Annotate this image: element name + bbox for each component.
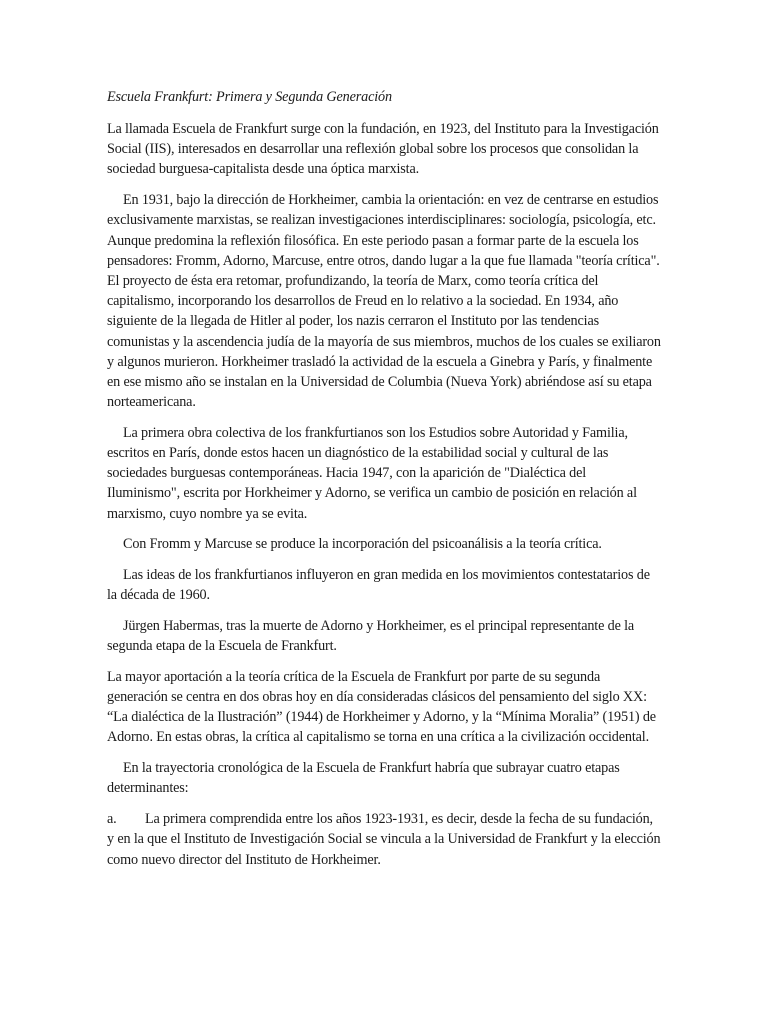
list-marker-a: a. <box>107 811 117 828</box>
paragraph-1931: En 1931, bajo la dirección de Horkheimer, cambia la orientación: en vez de centrarse en estudios exclusivamente marxistas, se realizan investigaciones interdisciplinares: sociología, psicología, etc. Aunque predomina la reflexión filosófica. En este periodo pasan a formar parte de la escuela los pensadores: Fromm, Adorno, Marcuse, entre otros, dando lugar a la que fue llamada "teoría crítica". El proyecto de ésta era retomar, profundizando, la teoría de Marx, como teoría crítica del capitalismo, incorporando los desarrollos de Freud en lo relativo a la sociedad. En 1934, año siguiente de la llegada de Hitler al poder, los nazis cerraron el Instituto por las tendencias comunistas y la ascendencia judía de la mayoría de sus miembros, muchos de los cuales se exiliaron y algunos murieron. Horkheimer trasladó la actividad de la escuela a Ginebra y París, y finalmente en ese mismo año se instalan en la Universidad de Columbia (Nueva York) abriéndose así su etapa norteamericana. <box>107 192 661 411</box>
paragraph-first-work: La primera obra colectiva de los frankfurtianos son los Estudios sobre Autoridad y Familia, escritos en París, donde estos hacen un diagnóstico de la estabilidad social y cultural de las sociedades burguesas contemporáneas. Hacia 1947, con la aparición de "Dialéctica del Iluminismo", escrita por Horkheimer y Adorno, se verifica un cambio de posición en relación al marxismo, cuyo nombre ya se evita. <box>107 424 637 522</box>
paragraph-stages-intro: En la trayectoria cronológica de la Escuela de Frankfurt habría que subrayar cuatro etapas determinantes: <box>107 760 620 797</box>
paragraph-intro: La llamada Escuela de Frankfurt surge con la fundación, en 1923, del Instituto para la Investigación Social (IIS), interesados en desarrollar una reflexión global sobre los procesos que consolidan la sociedad burguesa-capitalista desde una óptica marxista. <box>107 121 659 178</box>
document-body <box>107 87 662 870</box>
paragraph-habermas: Jürgen Habermas, tras la muerte de Adorno y Horkheimer, es el principal representante de la segunda etapa de la Escuela de Frankfurt. <box>107 617 635 655</box>
paragraph-psychoanalysis: Con Fromm y Marcuse se produce la incorporación del psicoanálisis a la teoría crítica. <box>123 536 602 553</box>
document-title: Escuela Frankfurt: Primera y Segunda Generación <box>107 89 392 105</box>
list-item-a-text: La primera comprendida entre los años 1923-1931, es decir, desde la fecha de su fundación, y en la que el Instituto de Investigación Social se vincula a la Universidad de Frankfurt y la elección como nuevo director del Instituto de Horkheimer. <box>107 811 661 868</box>
paragraph-second-generation: La mayor aportación a la teoría crítica de la Escuela de Frankfurt por parte de su segunda generación se centra en dos obras hoy en día consideradas clásicos del pensamiento del siglo XX: “La dialéctica de la Ilustración” (1944) de Horkheimer y Adorno, y la “Mínima Moralia” (1951) de Adorno. En estas obras, la crítica al capitalismo se torna en una crítica a la civilización occidental. <box>107 668 656 746</box>
list-item-a <box>107 809 662 870</box>
paragraph-influence: Las ideas de los frankfurtianos influyeron en gran medida en los movimientos contestatarios de la década de 1960. <box>107 567 650 604</box>
